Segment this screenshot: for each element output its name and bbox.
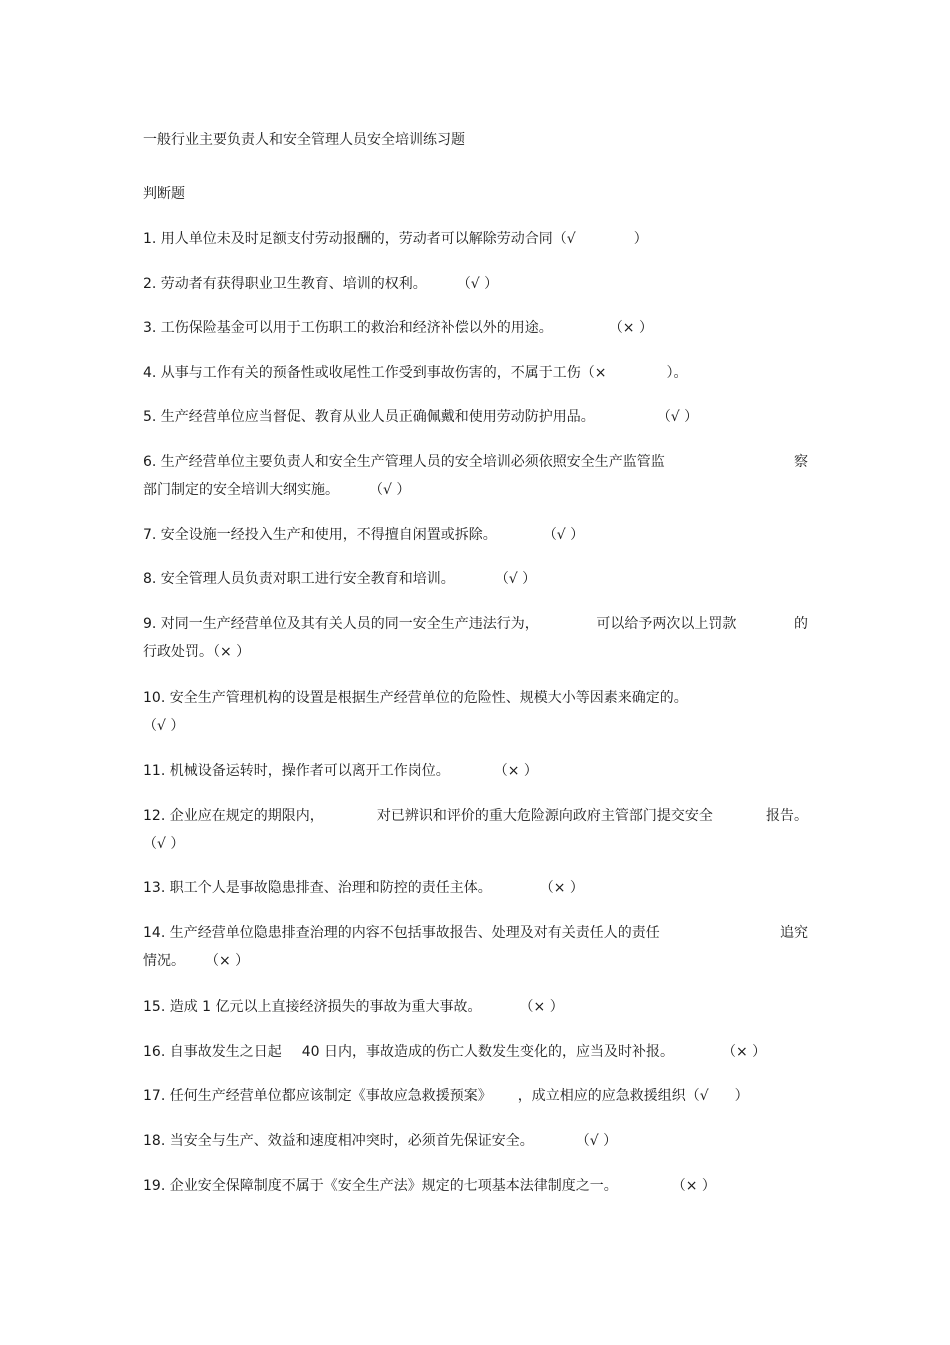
question-text: 11. 机械设备运转时，操作者可以离开工作岗位。 [143,763,450,779]
answer-mark: （√ ） [542,527,585,543]
question-8 [143,565,808,593]
question-text-line1: 14. 生产经营单位隐患排查治理的内容不包括事故报告、处理及对有关责任人的责任 [143,925,660,941]
answer-mark: （√ ） [369,482,411,498]
question-text-part2: 40 日内，事故造成的伤亡人数发生变化的，应当及时补报。 [301,1044,674,1060]
question-9 [143,610,808,666]
answer-mark: （√ ） [456,276,499,292]
question-16 [143,1038,808,1066]
question-text-line1: 12. 企业应在规定的期限内， [143,808,324,824]
answer-mark: （√ ） [656,409,699,425]
question-text-line2: 部门制定的安全培训大纲实施。 [143,482,339,498]
question-text: 15. 造成 1 亿元以上直接经济损失的事故为重大事故。 [143,999,482,1015]
question-6 [143,448,808,504]
question-text-part1: 16. 自事故发生之日起 [143,1044,282,1060]
answer-mark: （× ） [721,1044,767,1060]
answer-mark: （√ ） [575,1133,618,1149]
question-text: 4. 从事与工作有关的预备性或收尾性工作受到事故伤害的，不属于工伤（× [143,365,607,381]
section-heading: 判断题 [143,186,185,202]
answer-close: ）。 [666,365,688,381]
question-text-line1: 10. 安全生产管理机构的设置是根据生产经营单位的危险性、规模大小等因素来确定的。 [143,690,688,706]
question-2 [143,270,808,298]
answer-mark: （× ） [519,999,564,1015]
question-15 [143,993,808,1021]
question-text-line1: 9. 对同一生产经营单位及其有关人员的同一安全生产违法行为， [143,616,539,632]
answer-mark: （× ） [671,1178,716,1194]
question-text-line1-mid: 对已辨识和评价的重大危险源向政府主管部门提交安全 [376,808,713,824]
document-title: 一般行业主要负责人和安全管理人员安全培训练习题 [143,132,465,148]
question-text-part2: ，成立相应的应急救援组织（√ [517,1088,709,1104]
answer-close: ） [734,1088,749,1104]
question-text: 8. 安全管理人员负责对职工进行安全教育和培训。 [143,571,455,587]
question-text-line2: 情况。 [143,953,185,969]
question-11 [143,757,808,785]
question-text-line1-end: 的 [794,616,808,632]
answer-mark: （× ） [205,953,250,969]
question-12 [143,802,808,858]
question-text-line1-end: 报告。 [766,808,808,824]
question-text: 1. 用人单位未及时足额支付劳动报酬的，劳动者可以解除劳动合同（√ [143,231,576,247]
question-4 [143,359,808,387]
question-13 [143,874,808,902]
question-text-line1-end: 察 [794,454,808,470]
question-text: 7. 安全设施一经投入生产和使用，不得擅自闲置或拆除。 [143,527,497,543]
question-text: 5. 生产经营单位应当督促、教育从业人员正确佩戴和使用劳动防护用品。 [143,409,595,425]
question-text: 2. 劳动者有获得职业卫生教育、培训的权利。 [143,276,427,292]
question-text-line1-mid: 可以给予两次以上罚款 [596,616,737,632]
answer-mark: （× ） [539,880,584,896]
question-text-line1: 6. 生产经营单位主要负责人和安全生产管理人员的安全培训必须依照安全生产监管监 [143,454,665,470]
question-3 [143,314,808,342]
question-7 [143,521,808,549]
answer-mark: （√ ） [494,571,537,587]
answer-close: ） [633,231,648,247]
question-text-line2: 行政处罚。（× ） [143,644,251,660]
question-19 [143,1172,808,1200]
question-text: 3. 工伤保险基金可以用于工伤职工的救治和经济补偿以外的用途。 [143,320,553,336]
question-18 [143,1127,808,1155]
answer-mark: （√ ） [143,718,185,734]
question-text: 18. 当安全与生产、效益和速度相冲突时，必须首先保证安全。 [143,1133,534,1149]
question-1 [143,225,808,253]
answer-mark: （√ ） [143,836,185,852]
question-text-line1-end: 追究 [780,925,808,941]
question-text-part1: 17. 任何生产经营单位都应该制定《事故应急救援预案》 [143,1088,492,1104]
question-14 [143,919,808,975]
answer-mark: （× ） [608,320,653,336]
question-17 [143,1082,808,1110]
question-text: 19. 企业安全保障制度不属于《安全生产法》规定的七项基本法律制度之一。 [143,1178,618,1194]
question-10 [143,684,808,740]
answer-mark: （× ） [493,763,538,779]
question-text: 13. 职工个人是事故隐患排查、治理和防控的责任主体。 [143,880,492,896]
question-5 [143,403,808,431]
